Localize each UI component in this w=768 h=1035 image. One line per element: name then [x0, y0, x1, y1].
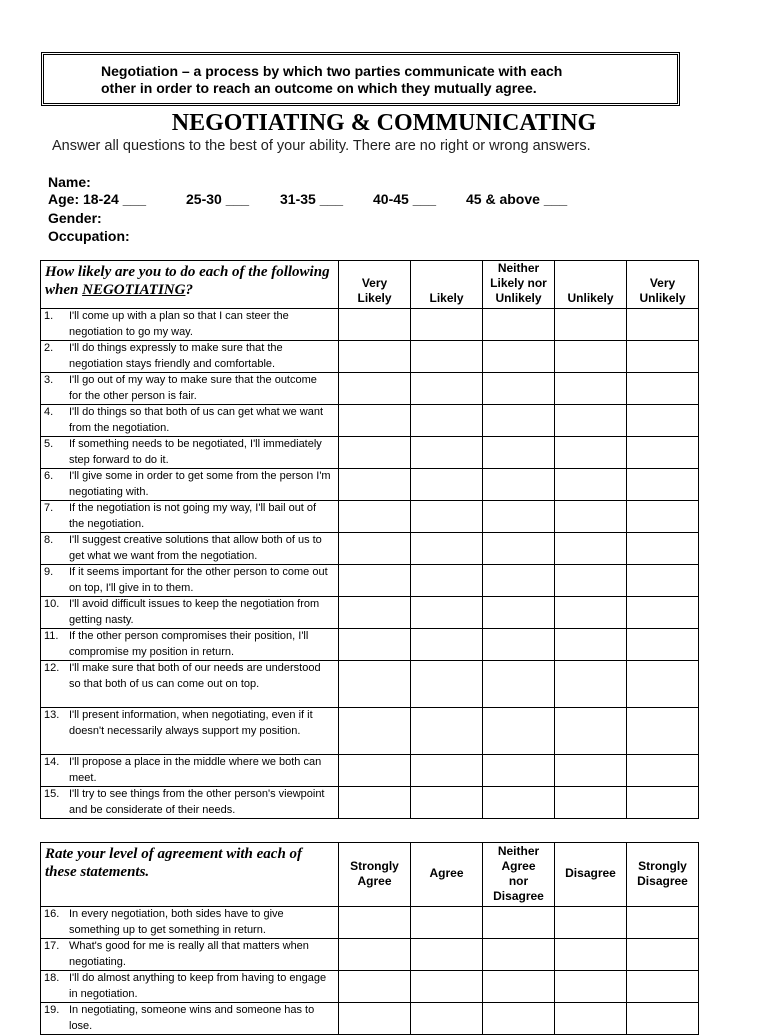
response-box[interactable]	[483, 629, 555, 661]
question-number: 8.	[44, 534, 54, 546]
response-box[interactable]	[411, 708, 483, 755]
response-box[interactable]	[627, 533, 699, 565]
question-text: I'll come up with a plan so that I can steer the negotiation to go my way.	[69, 310, 289, 338]
question-text: If the negotiation is not going my way, I'll bail out of the negotiation.	[69, 502, 317, 530]
response-box[interactable]	[555, 405, 627, 437]
column-neither-agree-nor-disagree	[483, 843, 555, 907]
question-row	[41, 565, 699, 597]
response-box[interactable]	[339, 341, 411, 373]
question-number: 9.	[44, 566, 54, 578]
response-box[interactable]	[627, 597, 699, 629]
question-row	[41, 341, 699, 373]
response-box[interactable]	[555, 565, 627, 597]
column-header-line: Disagree	[637, 873, 688, 888]
column-header-line: nor	[508, 873, 529, 888]
column-header-line: Strongly	[638, 858, 687, 873]
response-box[interactable]	[411, 939, 483, 971]
question-text: I'll make sure that both of our needs are understood so that both of us can come out on top.	[69, 662, 321, 690]
response-box[interactable]	[483, 373, 555, 405]
column-header-line: Very	[361, 276, 388, 290]
question-number: 13.	[44, 709, 60, 721]
question-number: 11.	[44, 630, 59, 642]
age-option-25-30[interactable]: 25-30 ___	[186, 191, 250, 207]
column-strongly-disagree	[627, 843, 699, 907]
question-number: 2.	[44, 342, 54, 354]
question-number: 14.	[44, 756, 60, 768]
response-box[interactable]	[411, 597, 483, 629]
response-box[interactable]	[339, 533, 411, 565]
response-box[interactable]	[555, 708, 627, 755]
age-option-31-35[interactable]: 31-35 ___	[280, 191, 344, 207]
question-text: I'll suggest creative solutions that allow both of us to get what we want from the negotiation.	[69, 534, 322, 562]
question-number: 7.	[44, 502, 54, 514]
question-text: I'll do things so that both of us can get what we want from the negotiation.	[69, 406, 324, 434]
section1-heading: How likely are you to do each of the following when NEGOTIATING?	[41, 261, 339, 309]
question-row	[41, 629, 699, 661]
response-box[interactable]	[627, 437, 699, 469]
question-text-cell	[41, 971, 339, 1003]
question-text-cell	[41, 1003, 339, 1035]
response-box[interactable]	[627, 939, 699, 971]
response-box[interactable]	[339, 661, 411, 708]
response-box[interactable]	[627, 373, 699, 405]
response-box[interactable]	[339, 437, 411, 469]
question-text-cell	[41, 565, 339, 597]
column-disagree	[555, 843, 627, 907]
question-number: 10.	[44, 598, 60, 610]
question-row	[41, 1003, 699, 1035]
question-text-cell	[41, 469, 339, 501]
question-row	[41, 405, 699, 437]
response-box[interactable]	[339, 939, 411, 971]
question-number: 3.	[44, 374, 54, 386]
response-box[interactable]	[555, 373, 627, 405]
question-text: In negotiating, someone wins and someone has to lose.	[69, 1004, 315, 1032]
gender-field-label: Gender:	[48, 210, 102, 226]
response-box[interactable]	[555, 437, 627, 469]
question-row	[41, 708, 699, 755]
question-text: What's good for me is really all that matters when negotiating.	[69, 940, 309, 968]
response-box[interactable]	[555, 1003, 627, 1035]
question-number: 1.	[44, 310, 54, 322]
response-box[interactable]	[627, 405, 699, 437]
question-text-cell	[41, 708, 339, 755]
question-row	[41, 755, 699, 787]
question-number: 19.	[44, 1004, 60, 1016]
response-box[interactable]	[339, 907, 411, 939]
definition-line-1: Negotiation – a process by which two parties communicate with each	[101, 63, 563, 79]
question-text-cell	[41, 939, 339, 971]
agreement-table	[40, 842, 699, 1035]
response-box[interactable]	[411, 437, 483, 469]
column-very-likely	[339, 261, 411, 309]
response-box[interactable]	[339, 565, 411, 597]
question-text-cell	[41, 437, 339, 469]
response-box[interactable]	[411, 971, 483, 1003]
section2-heading: Rate your level of agreement with each of these statements.	[41, 843, 339, 907]
column-header-line: Unlikely	[567, 291, 614, 305]
response-box[interactable]	[555, 661, 627, 708]
response-box[interactable]	[555, 629, 627, 661]
response-box[interactable]	[555, 971, 627, 1003]
question-row	[41, 597, 699, 629]
response-box[interactable]	[411, 787, 483, 819]
response-box[interactable]	[339, 708, 411, 755]
response-box[interactable]	[483, 661, 555, 708]
column-header-line: Agree	[501, 858, 536, 873]
column-header-line: Neither	[497, 261, 540, 275]
question-number: 5.	[44, 438, 54, 450]
column-header-line: Disagree	[493, 888, 544, 903]
question-text-cell	[41, 405, 339, 437]
column-header-line: Strongly	[350, 858, 399, 873]
question-number: 18.	[44, 972, 60, 984]
age-option-45-above[interactable]: 45 & above ___	[466, 191, 568, 207]
response-box[interactable]	[627, 565, 699, 597]
response-box[interactable]	[555, 939, 627, 971]
response-box[interactable]	[483, 437, 555, 469]
response-box[interactable]	[627, 708, 699, 755]
response-box[interactable]	[483, 1003, 555, 1035]
question-text-cell	[41, 597, 339, 629]
response-box[interactable]	[627, 1003, 699, 1035]
response-box[interactable]	[339, 373, 411, 405]
response-box[interactable]	[411, 405, 483, 437]
question-row	[41, 661, 699, 708]
response-box[interactable]	[483, 501, 555, 533]
response-box[interactable]	[339, 787, 411, 819]
question-text: If something needs to be negotiated, I'll immediately step forward to do it.	[69, 438, 322, 466]
question-text: I'll do almost anything to keep from having to engage in negotiation.	[69, 972, 327, 1000]
response-box[interactable]	[483, 405, 555, 437]
question-row	[41, 907, 699, 939]
response-box[interactable]	[627, 971, 699, 1003]
response-box[interactable]	[483, 787, 555, 819]
question-text-cell	[41, 661, 339, 708]
response-box[interactable]	[555, 469, 627, 501]
instructions: Answer all questions to the best of your ability. There are no right or wrong answers.	[52, 138, 591, 154]
question-text-cell	[41, 309, 339, 341]
question-text: In every negotiation, both sides have to give something up to get something in return.	[69, 908, 284, 936]
response-box[interactable]	[411, 565, 483, 597]
response-box[interactable]	[411, 907, 483, 939]
response-box[interactable]	[483, 597, 555, 629]
response-box[interactable]	[411, 469, 483, 501]
column-unlikely	[555, 261, 627, 309]
response-box[interactable]	[627, 907, 699, 939]
question-row	[41, 939, 699, 971]
column-header-line: Likely	[429, 291, 464, 305]
response-box[interactable]	[483, 565, 555, 597]
question-text: If the other person compromises their position, I'll compromise my position in return.	[69, 630, 309, 658]
response-box[interactable]	[555, 501, 627, 533]
question-text-cell	[41, 755, 339, 787]
question-text-cell	[41, 341, 339, 373]
column-header-line: Very	[649, 276, 676, 290]
question-text-cell	[41, 907, 339, 939]
response-box[interactable]	[339, 309, 411, 341]
response-box[interactable]	[483, 907, 555, 939]
response-box[interactable]	[555, 787, 627, 819]
question-text: I'll avoid difficult issues to keep the negotiation from getting nasty.	[69, 598, 320, 626]
question-text-cell	[41, 787, 339, 819]
definition-box	[41, 52, 680, 106]
response-box[interactable]	[339, 1003, 411, 1035]
question-text: I'll give some in order to get some from the person I'm negotiating with.	[69, 470, 331, 498]
response-box[interactable]	[339, 405, 411, 437]
question-text: I'll propose a place in the middle where we both can meet.	[69, 756, 322, 784]
question-row	[41, 533, 699, 565]
column-agree	[411, 843, 483, 907]
response-box[interactable]	[483, 341, 555, 373]
response-box[interactable]	[627, 787, 699, 819]
response-box[interactable]	[411, 533, 483, 565]
age-label: Age: 18-24 ___	[48, 191, 147, 207]
response-box[interactable]	[627, 309, 699, 341]
response-box[interactable]	[483, 971, 555, 1003]
response-box[interactable]	[555, 533, 627, 565]
column-header-line: Likely nor	[490, 276, 547, 290]
column-very-unlikely	[627, 261, 699, 309]
negotiating-likelihood-table	[40, 260, 699, 819]
name-field-label: Name:	[48, 174, 91, 190]
question-text-cell	[41, 533, 339, 565]
column-header-line: Likely	[357, 291, 392, 305]
question-number: 12.	[44, 662, 60, 674]
response-box[interactable]	[411, 501, 483, 533]
question-row	[41, 787, 699, 819]
question-text: I'll go out of my way to make sure that the outcome for the other person is fair.	[69, 374, 317, 402]
response-box[interactable]	[483, 708, 555, 755]
response-box[interactable]	[483, 939, 555, 971]
question-row	[41, 469, 699, 501]
response-box[interactable]	[339, 469, 411, 501]
question-number: 16.	[44, 908, 60, 920]
question-text-cell	[41, 501, 339, 533]
response-box[interactable]	[555, 755, 627, 787]
column-strongly-agree	[339, 843, 411, 907]
response-box[interactable]	[339, 971, 411, 1003]
question-number: 4.	[44, 406, 54, 418]
question-row	[41, 309, 699, 341]
response-box[interactable]	[411, 373, 483, 405]
response-box[interactable]	[627, 501, 699, 533]
response-box[interactable]	[411, 1003, 483, 1035]
response-box[interactable]	[627, 341, 699, 373]
occupation-field-label: Occupation:	[48, 228, 130, 244]
column-header-line: Agree	[357, 873, 392, 888]
response-box[interactable]	[627, 755, 699, 787]
response-box[interactable]	[627, 629, 699, 661]
response-box[interactable]	[627, 469, 699, 501]
response-box[interactable]	[339, 755, 411, 787]
question-text: I'll present information, when negotiating, even if it doesn't necessarily always support my position.	[69, 709, 313, 737]
response-box[interactable]	[411, 755, 483, 787]
question-text: I'll do things expressly to make sure that the negotiation stays friendly and comfortable.	[69, 342, 283, 370]
column-header-line: Agree	[429, 866, 464, 880]
question-text: I'll try to see things from the other person's viewpoint and be considerate of their needs.	[69, 788, 325, 816]
response-box[interactable]	[555, 597, 627, 629]
column-header-line: Neither	[497, 843, 540, 858]
response-box[interactable]	[483, 755, 555, 787]
question-row	[41, 437, 699, 469]
column-likely	[411, 261, 483, 309]
response-box[interactable]	[555, 907, 627, 939]
question-text-cell	[41, 373, 339, 405]
response-box[interactable]	[627, 661, 699, 708]
response-box[interactable]	[411, 629, 483, 661]
question-number: 6.	[44, 470, 54, 482]
question-number: 17.	[44, 940, 60, 952]
question-number: 15.	[44, 788, 60, 800]
response-box[interactable]	[483, 533, 555, 565]
question-text-cell	[41, 629, 339, 661]
response-box[interactable]	[339, 597, 411, 629]
question-row	[41, 971, 699, 1003]
column-neither-likely-nor-unlikely	[483, 261, 555, 309]
response-box[interactable]	[555, 341, 627, 373]
response-box[interactable]	[339, 629, 411, 661]
question-row	[41, 373, 699, 405]
question-text: If it seems important for the other person to come out on top, I'll give in to them.	[69, 566, 328, 594]
response-box[interactable]	[411, 661, 483, 708]
response-box[interactable]	[339, 501, 411, 533]
page-title: NEGOTIATING & COMMUNICATING	[171, 110, 597, 136]
response-box[interactable]	[483, 309, 555, 341]
question-row	[41, 501, 699, 533]
response-box[interactable]	[555, 309, 627, 341]
response-box[interactable]	[411, 341, 483, 373]
column-header-line: Disagree	[565, 866, 616, 880]
column-header-line: Unlikely	[495, 291, 542, 305]
age-option-40-45[interactable]: 40-45 ___	[373, 191, 437, 207]
column-header-line: Unlikely	[639, 291, 686, 305]
response-box[interactable]	[483, 469, 555, 501]
response-box[interactable]	[411, 309, 483, 341]
definition-line-2: other in order to reach an outcome on which they mutually agree.	[101, 80, 537, 96]
